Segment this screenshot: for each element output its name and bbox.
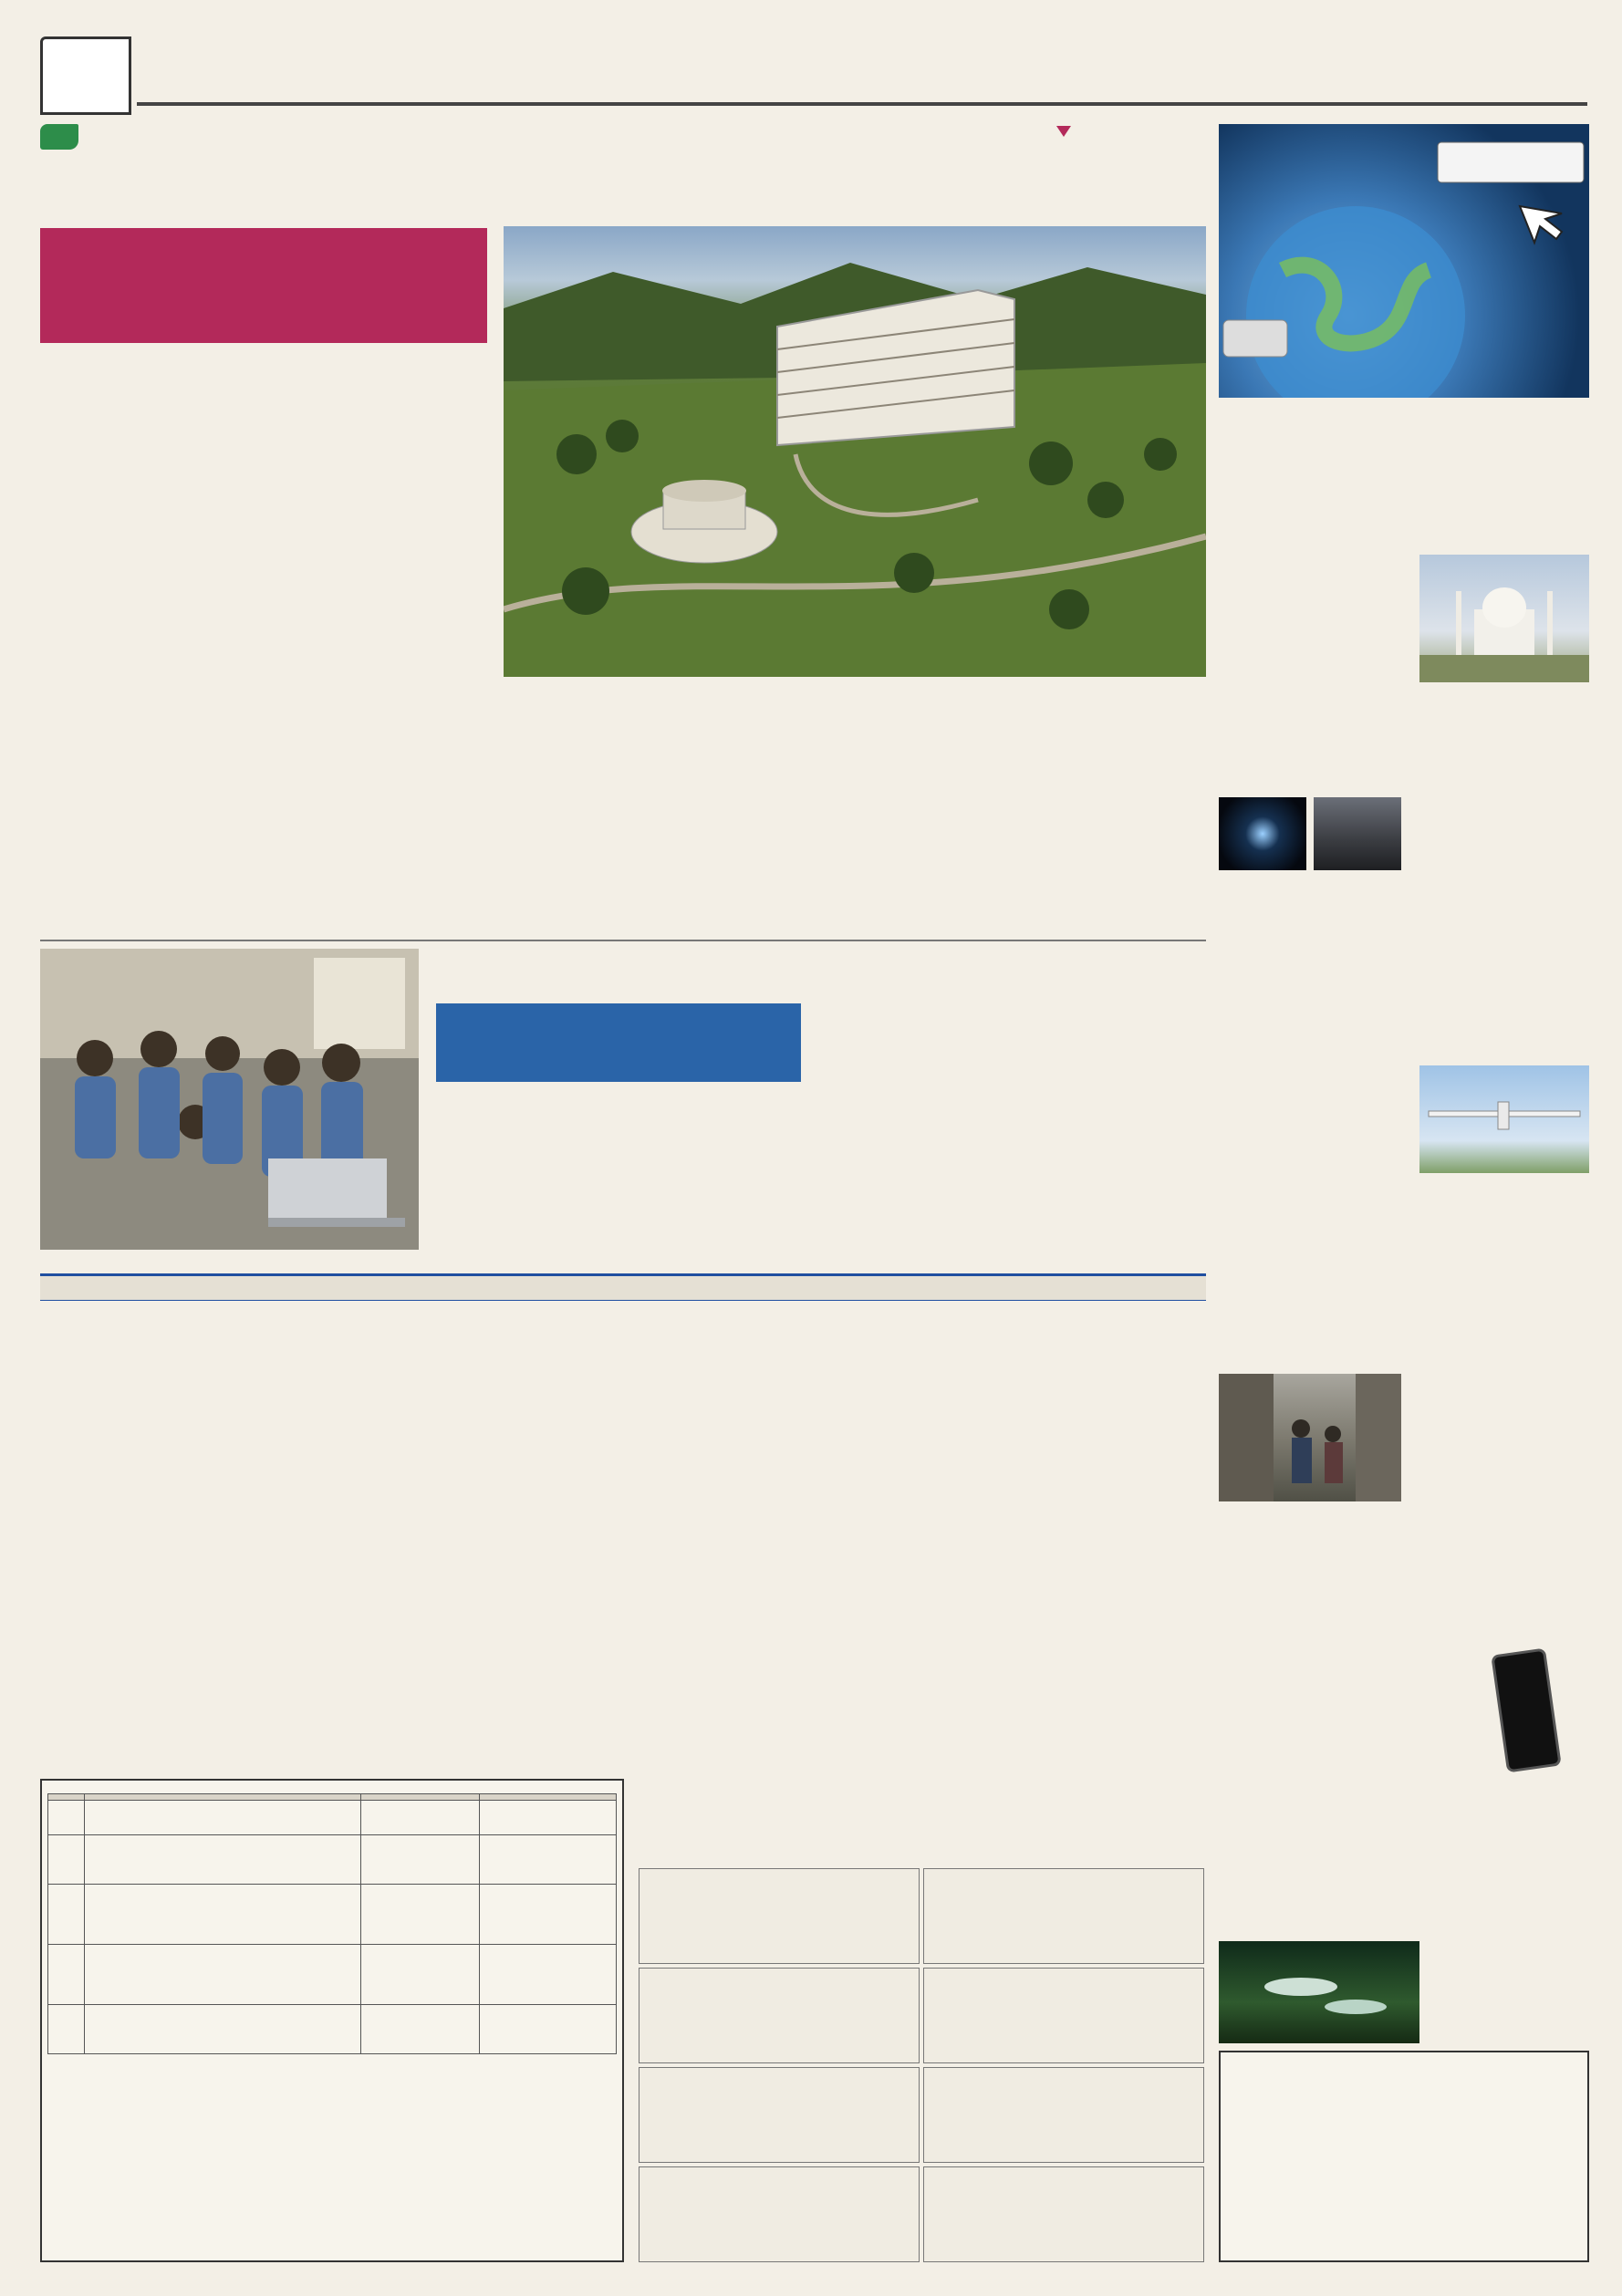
solar-plane-photo <box>1419 1065 1589 1173</box>
notice <box>923 2067 1204 2163</box>
telescope-photo <box>1314 797 1401 870</box>
photographers-illustration <box>40 949 419 1250</box>
ad-left-col-1 <box>40 1429 227 1771</box>
street-illustration <box>1219 1374 1401 1501</box>
smartphone-photo <box>1463 1642 1589 1779</box>
rubric-tag <box>1056 126 1202 137</box>
region-map-icon <box>40 124 78 150</box>
photo-article-image <box>40 949 419 1250</box>
notice <box>923 2166 1204 2262</box>
notice <box>639 1868 920 1964</box>
main-article-lead <box>40 228 487 343</box>
main-divider <box>40 940 1206 941</box>
notice <box>639 2166 920 2262</box>
taj-mahal-illustration <box>1419 555 1589 682</box>
photo-article-col-4 <box>1013 1003 1206 1222</box>
sanatorium-illustration <box>504 226 1206 677</box>
header-rule <box>137 102 1587 106</box>
notice <box>923 1868 1204 1964</box>
tariff-block <box>40 1779 624 2262</box>
photo-article-lead <box>436 1003 801 1082</box>
fish-illustration <box>1219 1941 1419 2043</box>
table-row <box>48 2005 617 2054</box>
ad-left-col-3 <box>431 1429 622 1771</box>
col-unit-header <box>361 1794 480 1801</box>
ads-section-bar <box>40 1273 1206 1301</box>
sidebar-banner <box>1219 124 1589 398</box>
notice <box>639 1968 920 2063</box>
notice <box>639 2067 920 2163</box>
photo-article-col-2 <box>624 1087 802 1261</box>
taj-mahal-photo <box>1419 555 1589 682</box>
sidebar-item-body <box>1219 1647 1456 1784</box>
tariff-table <box>47 1793 617 2054</box>
street-photo <box>1219 1374 1401 1501</box>
table-row <box>48 1801 617 1835</box>
sidebar-item-body <box>1410 1374 1589 1547</box>
sidebar-item-body <box>1219 1060 1410 1222</box>
table-header-row <box>48 1794 617 1801</box>
main-article-col-3 <box>504 682 730 919</box>
sidebar-item-body <box>1219 553 1410 682</box>
sidebar-item-body <box>1429 1941 1589 2043</box>
ad-left-col-2 <box>235 1429 422 1771</box>
table-row <box>48 1945 617 2005</box>
main-article-col-4 <box>741 682 965 919</box>
globe-illustration <box>1219 124 1589 398</box>
fish-photo <box>1219 1941 1419 2043</box>
col-price-header <box>480 1794 617 1801</box>
ad-right-col-2 <box>927 1412 1204 1859</box>
region-tag <box>40 120 241 153</box>
triangle-icon <box>1056 126 1071 137</box>
solar-plane-illustration <box>1419 1065 1589 1173</box>
main-article-col-5 <box>976 682 1206 892</box>
phone-body <box>1491 1647 1562 1772</box>
galaxy-photo <box>1219 797 1306 870</box>
col-number-header <box>48 1794 85 1801</box>
photo-article-col-1 <box>436 1087 614 1261</box>
ad-right-col-1 <box>639 1412 912 1859</box>
small-notices <box>639 1868 1204 2262</box>
table-row <box>48 1835 617 1885</box>
col-service-header <box>85 1794 361 1801</box>
main-photo <box>504 226 1206 677</box>
page-number-box <box>40 36 131 115</box>
sidebar-item-body <box>1410 784 1589 963</box>
table-row <box>48 1885 617 1945</box>
condolence-box <box>1219 2051 1589 2262</box>
photo-article-col-3 <box>812 1003 1003 1261</box>
notice <box>923 1968 1204 2063</box>
